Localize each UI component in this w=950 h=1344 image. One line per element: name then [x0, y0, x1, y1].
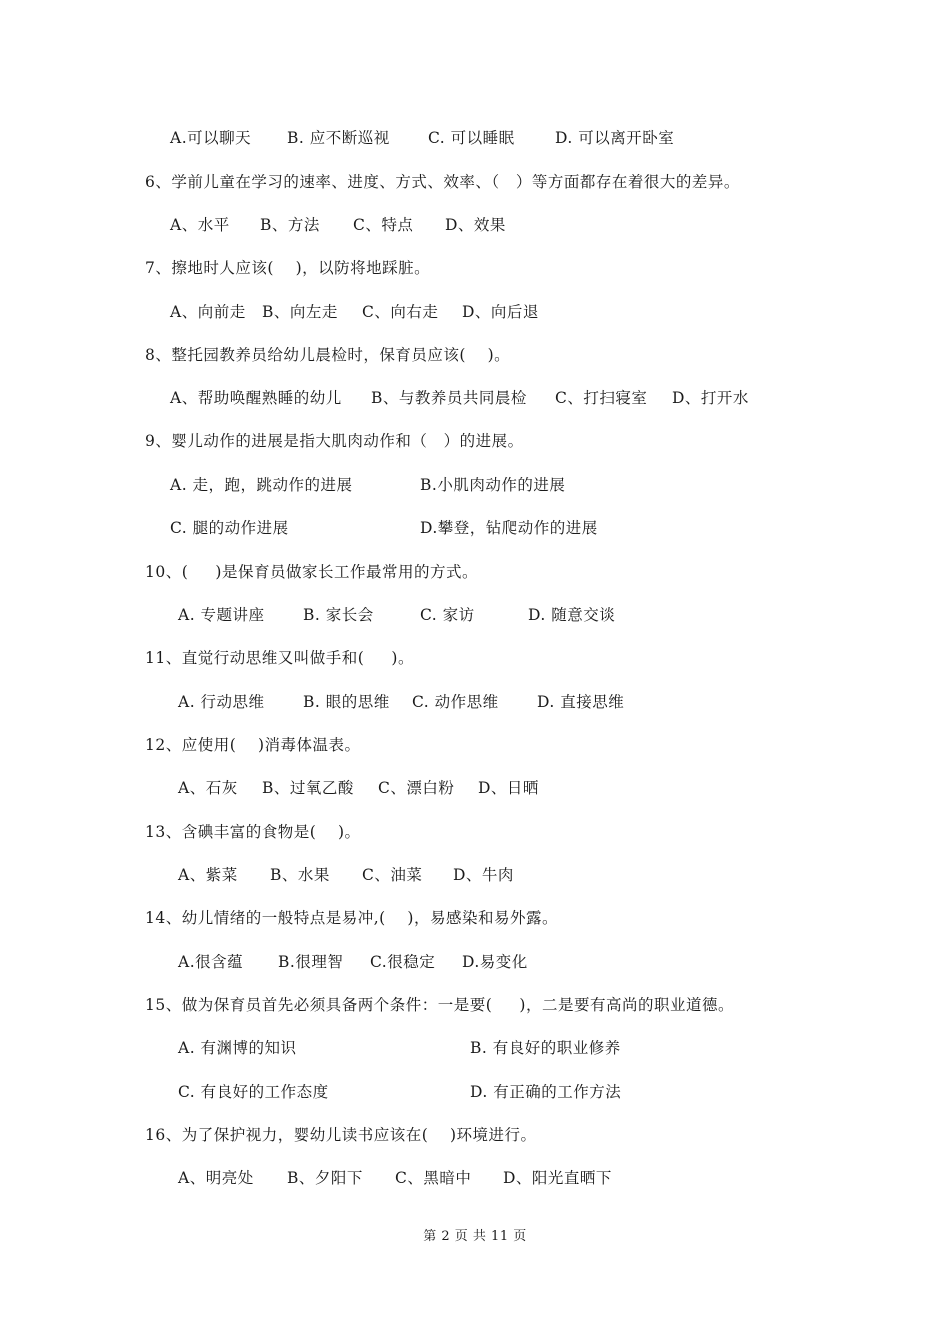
option-b: B. 家长会: [303, 606, 374, 624]
option-b: B、夕阳下: [287, 1169, 363, 1187]
option-b: B、水果: [270, 866, 330, 884]
option-d: D. 直接思维: [537, 693, 625, 711]
option-d: D.攀登，钻爬动作的进展: [420, 519, 598, 537]
question-11-stem: 11、直觉行动思维又叫做手和( )。: [145, 649, 414, 667]
option-c: C、特点: [353, 216, 414, 234]
option-b: B. 应不断巡视: [287, 129, 390, 147]
question-7-stem: 7、擦地时人应该( )，以防将地踩脏。: [145, 259, 431, 277]
question-8-stem: 8、整托园教养员给幼儿晨检时，保育员应该( )。: [145, 346, 511, 364]
option-b: B. 有良好的职业修养: [470, 1039, 621, 1057]
option-b: B、过氧乙酸: [262, 779, 354, 797]
option-c: C. 动作思维: [412, 693, 499, 711]
option-c: C、油菜: [362, 866, 423, 884]
option-d: D. 有正确的工作方法: [470, 1083, 622, 1101]
option-c: C、黑暗中: [395, 1169, 472, 1187]
option-a: A、向前走: [170, 303, 246, 321]
option-a: A、水平: [170, 216, 230, 234]
option-c: C、向右走: [362, 303, 439, 321]
question-12-stem: 12、应使用( )消毒体温表。: [145, 736, 361, 754]
option-c: C、漂白粉: [378, 779, 455, 797]
option-d: D、打开水: [672, 389, 749, 407]
option-d: D、日晒: [478, 779, 539, 797]
option-c: C. 可以睡眠: [428, 129, 515, 147]
option-a: A. 行动思维: [178, 693, 265, 711]
option-b: B、向左走: [262, 303, 338, 321]
question-16-stem: 16、为了保护视力，婴幼儿读书应该在( )环境进行。: [145, 1126, 537, 1144]
option-a: A.很含蕴: [178, 953, 244, 971]
option-d: D、向后退: [462, 303, 539, 321]
option-d: D、效果: [445, 216, 506, 234]
option-b: B、方法: [260, 216, 320, 234]
option-d: D. 随意交谈: [528, 606, 616, 624]
page-number-footer: 第 2 页 共 11 页: [423, 1229, 527, 1244]
option-c: C. 家访: [420, 606, 475, 624]
question-6-stem: 6、学前儿童在学习的速率、进度、方式、效率、（ ）等方面都存在着很大的差异。: [145, 173, 740, 191]
option-a: A、帮助唤醒熟睡的幼儿: [170, 389, 342, 407]
option-c: C.很稳定: [370, 953, 436, 971]
option-a: A、石灰: [178, 779, 238, 797]
option-a: A. 走，跑，跳动作的进展: [170, 476, 353, 494]
question-14-stem: 14、幼儿情绪的一般特点是易冲,( )，易感染和易外露。: [145, 909, 558, 927]
option-c: C. 腿的动作进展: [170, 519, 289, 537]
option-d: D.易变化: [462, 953, 528, 971]
option-a: A、紫菜: [178, 866, 238, 884]
option-a: A.可以聊天: [170, 129, 252, 147]
option-a: A、明亮处: [178, 1169, 254, 1187]
option-d: D、阳光直晒下: [503, 1169, 612, 1187]
question-9-stem: 9、婴儿动作的进展是指大肌肉动作和（ ）的进展。: [145, 432, 524, 450]
option-c: C. 有良好的工作态度: [178, 1083, 329, 1101]
option-b: B.小肌肉动作的进展: [420, 476, 566, 494]
question-15-stem: 15、做为保育员首先必须具备两个条件：一是要( )，二是要有高尚的职业道德。: [145, 996, 734, 1014]
question-13-stem: 13、含碘丰富的食物是( )。: [145, 823, 361, 841]
option-d: D、牛肉: [453, 866, 514, 884]
option-a: A. 有渊博的知识: [178, 1039, 297, 1057]
option-c: C、打扫寝室: [555, 389, 648, 407]
question-10-stem: 10、( )是保育员做家长工作最常用的方式。: [145, 563, 478, 581]
option-b: B.很理智: [278, 953, 344, 971]
option-d: D. 可以离开卧室: [555, 129, 675, 147]
option-b: B、与教养员共同晨检: [371, 389, 527, 407]
option-a: A. 专题讲座: [178, 606, 265, 624]
option-b: B. 眼的思维: [303, 693, 390, 711]
